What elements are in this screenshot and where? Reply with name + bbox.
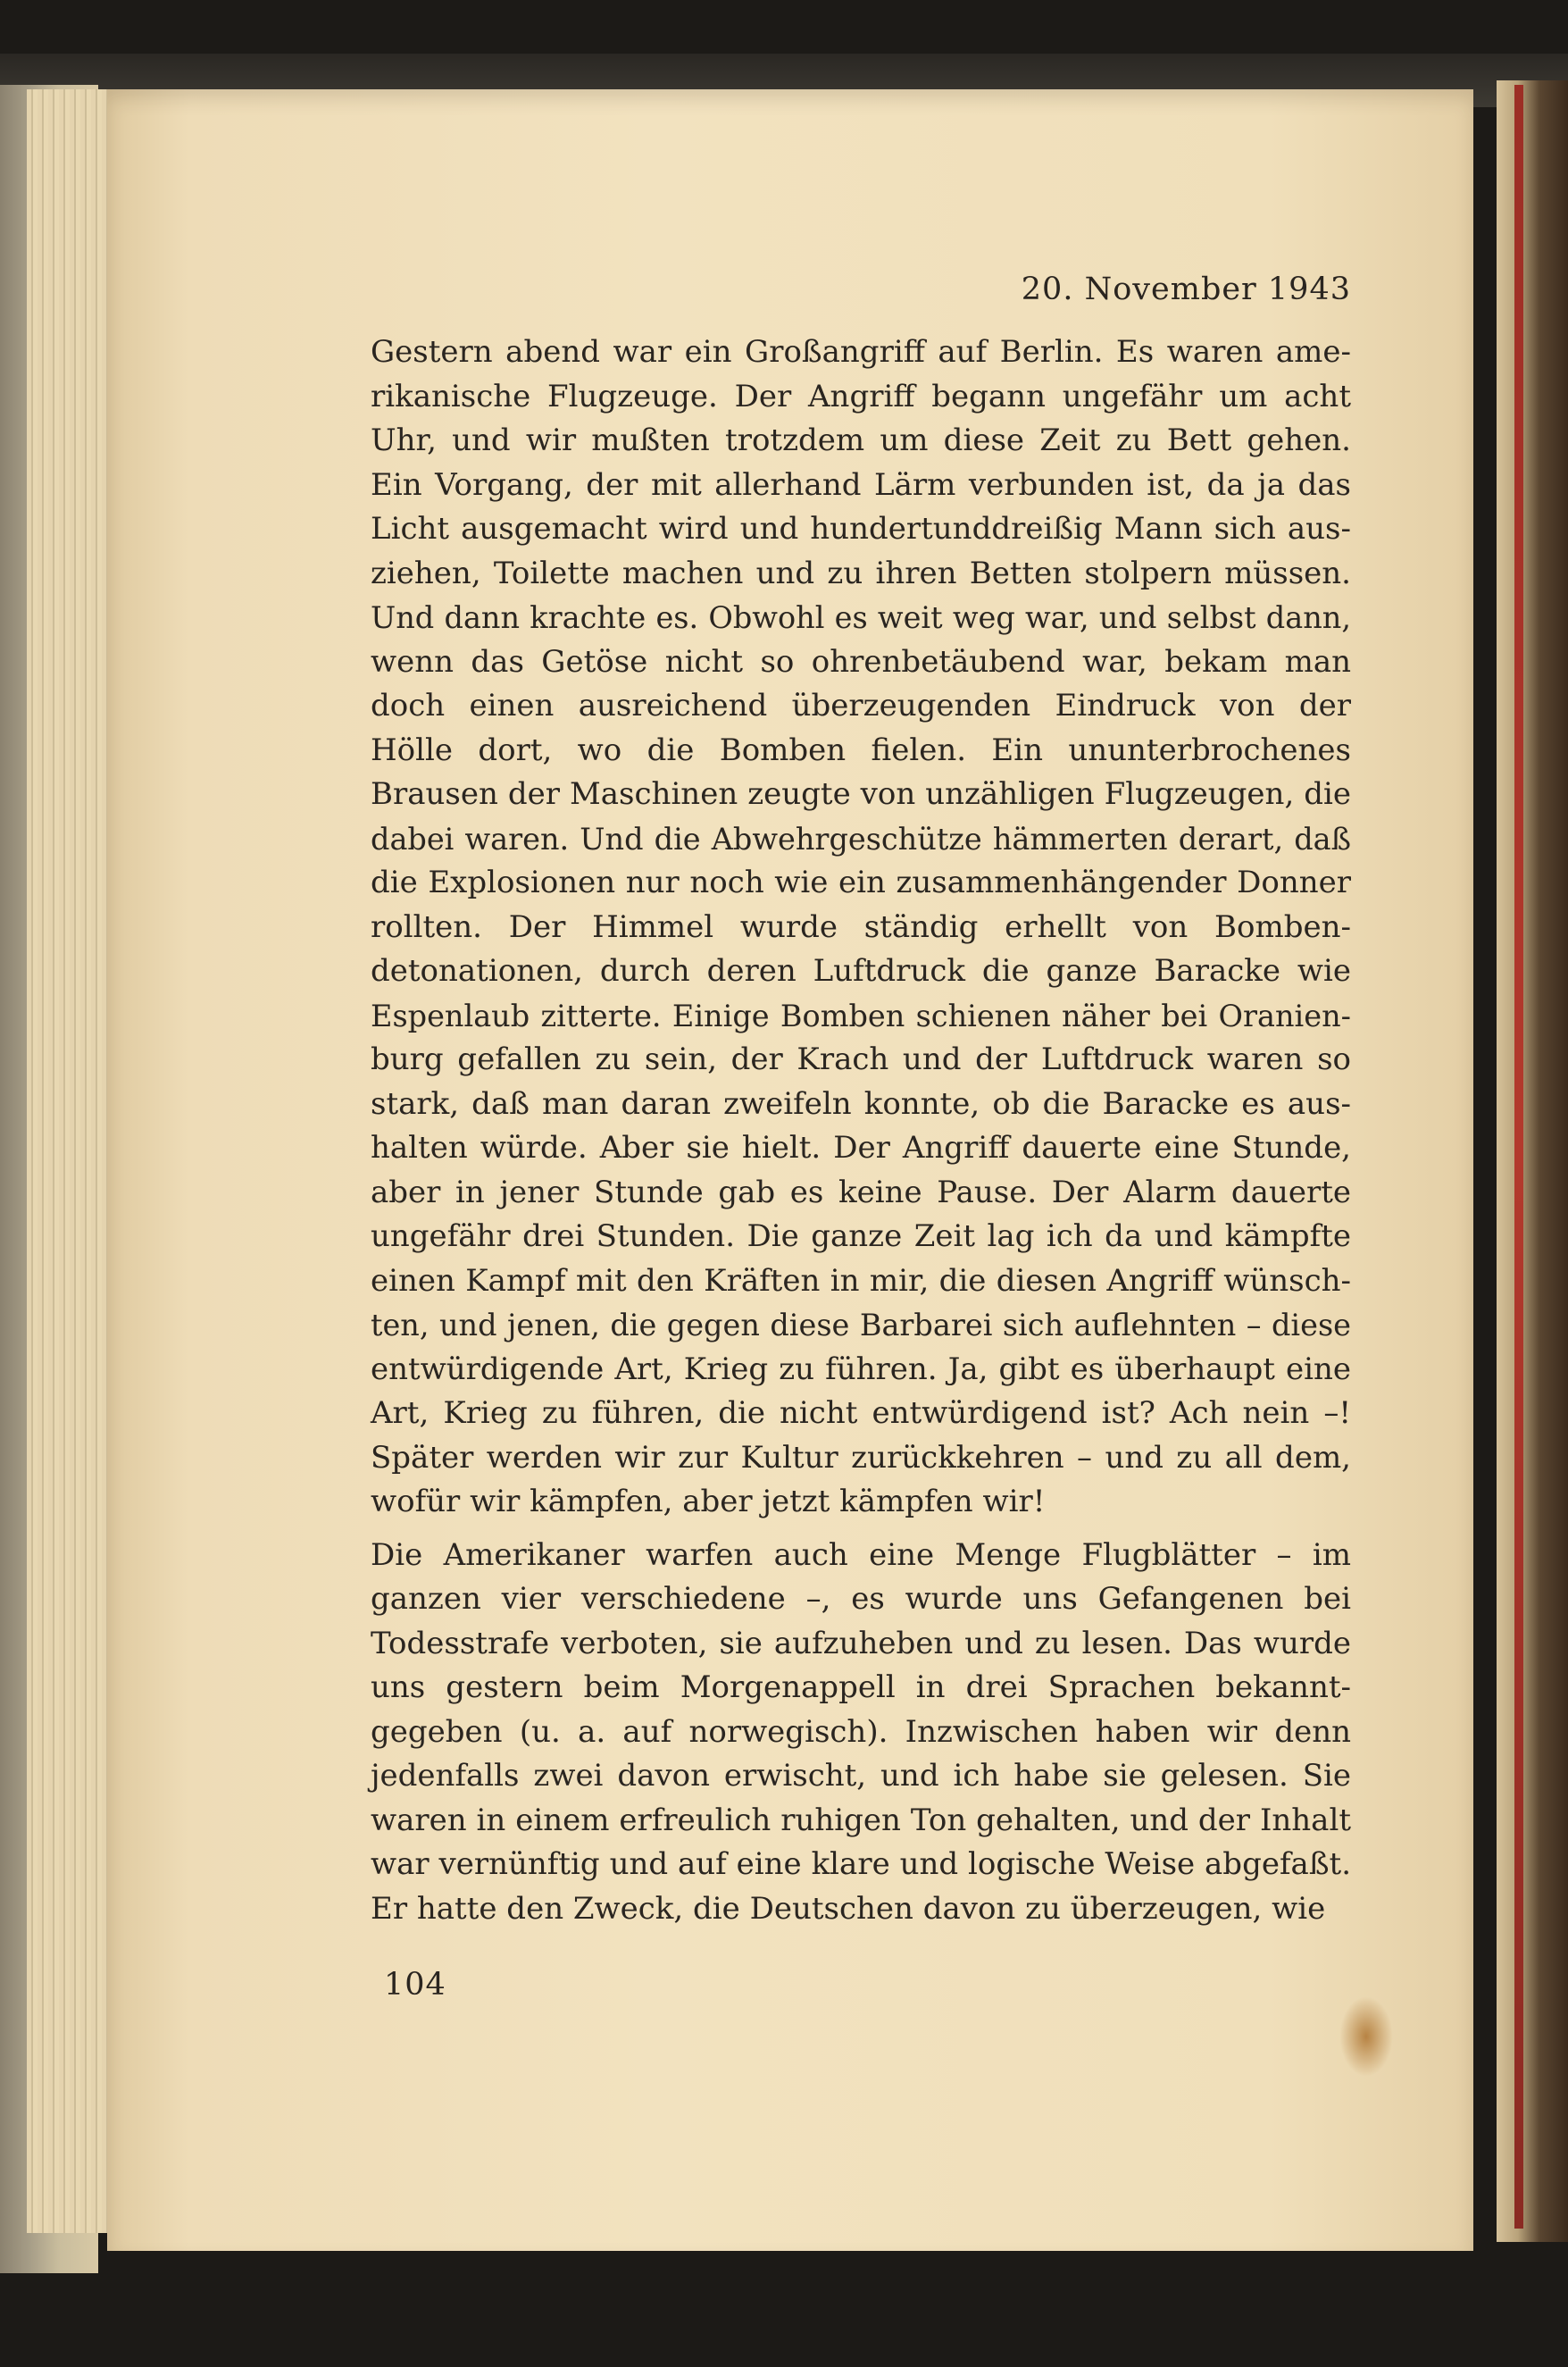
text-line: Espenlaub zitterte. Einige Bomben schienen näher bei Oranien-: [371, 998, 1351, 1033]
text-line: die Explosionen nur noch wie ein zusammenhängender Donner: [371, 865, 1351, 900]
text-line: war vernünftig und auf eine klare und logische Weise abgefaßt.: [371, 1846, 1351, 1882]
text-line: Er hatte den Zweck, die Deutschen davon zu überzeugen, wie: [371, 1890, 1326, 1927]
text-line: ungefähr drei Stunden. Die ganze Zeit lag ich da und kämpfte: [371, 1218, 1351, 1254]
page-number: 104: [384, 1967, 446, 2003]
body-text: [371, 330, 1351, 1931]
book-gutter-right: [1497, 80, 1568, 2242]
text-line: ziehen, Toilette machen und zu ihren Betten stolpern müssen.: [371, 555, 1351, 591]
red-headband: [1514, 85, 1523, 2229]
text-line: detonationen, durch deren Luftdruck die ganze Baracke wie: [371, 953, 1351, 989]
text-line: wofür wir kämpfen, aber jetzt kämpfen wir!: [371, 1484, 1046, 1519]
text-line: wenn das Getöse nicht so ohrenbetäubend war, bekam man: [371, 643, 1351, 680]
paragraph-gap: [371, 1525, 1351, 1534]
text-line: dabei waren. Und die Abwehrgeschütze hämmerten derart, daß: [371, 821, 1351, 857]
text-line: rollten. Der Himmel wurde ständig erhellt von Bomben-: [371, 908, 1351, 945]
text-line: Uhr, und wir mußten trotzdem um diese Zeit zu Bett gehen.: [371, 422, 1351, 458]
text-line: waren in einem erfreulich ruhigen Ton gehalten, und der Inhalt: [371, 1802, 1351, 1838]
paragraph: [371, 330, 1351, 1525]
text-line: ten, und jenen, die gegen diese Barbarei sich auflehnten – diese: [371, 1308, 1351, 1342]
text-line: halten würde. Aber sie hielt. Der Angriff dauerte eine Stunde,: [371, 1130, 1351, 1166]
text-line: Gestern abend war ein Großangriff auf Berlin. Es waren ame-: [371, 334, 1351, 370]
text-line: stark, daß man daran zweifeln konnte, ob die Baracke es aus-: [371, 1085, 1351, 1122]
paper-stain: [1339, 1996, 1393, 2077]
text-line: burg gefallen zu sein, der Krach und der Luftdruck waren so: [371, 1041, 1351, 1077]
diary-date-heading: 20. November 1943: [1021, 272, 1351, 307]
text-line: aber in jener Stunde gab es keine Pause. Der Alarm dauerte: [371, 1174, 1351, 1210]
text-line: Art, Krieg zu führen, die nicht entwürdigend ist? Ach nein –!: [371, 1395, 1351, 1431]
text-line: Brausen der Maschinen zeugte von unzähligen Flugzeugen, die: [371, 776, 1351, 812]
text-line: Licht ausgemacht wird und hundertunddreißig Mann sich aus-: [371, 511, 1351, 547]
text-line: Todesstrafe verboten, sie aufzuheben und zu lesen. Das wurde: [371, 1625, 1351, 1661]
text-line: gegeben (u. a. auf norwegisch). Inzwischen haben wir denn: [371, 1713, 1351, 1750]
text-line: Ein Vorgang, der mit allerhand Lärm verbunden ist, da ja das: [371, 466, 1351, 503]
page-stack-left: [27, 89, 116, 2233]
text-line: ganzen vier verschiedene –, es wurde uns Gefangenen bei: [371, 1581, 1351, 1617]
text-line: einen Kampf mit den Kräften in mir, die diesen Angriff wünsch-: [371, 1262, 1351, 1299]
text-line: Und dann krachte es. Obwohl es weit weg war, und selbst dann,: [371, 600, 1351, 635]
text-line: doch einen ausreichend überzeugenden Eindruck von der: [371, 688, 1351, 723]
text-line: Die Amerikaner warfen auch eine Menge Flugblätter – im: [371, 1536, 1351, 1573]
text-line: Hölle dort, wo die Bomben fielen. Ein ununterbrochenes: [371, 732, 1351, 768]
paragraph: [371, 1534, 1351, 1932]
text-line: uns gestern beim Morgenappell in drei Sprachen bekannt-: [371, 1669, 1351, 1705]
text-line: jedenfalls zwei davon erwischt, und ich habe sie gelesen. Sie: [371, 1758, 1351, 1794]
text-line: Später werden wir zur Kultur zurückkehren – und zu all dem,: [371, 1439, 1351, 1476]
text-line: rikanische Flugzeuge. Der Angriff begann ungefähr um acht: [371, 378, 1351, 414]
text-line: entwürdigende Art, Krieg zu führen. Ja, gibt es überhaupt eine: [371, 1351, 1351, 1387]
